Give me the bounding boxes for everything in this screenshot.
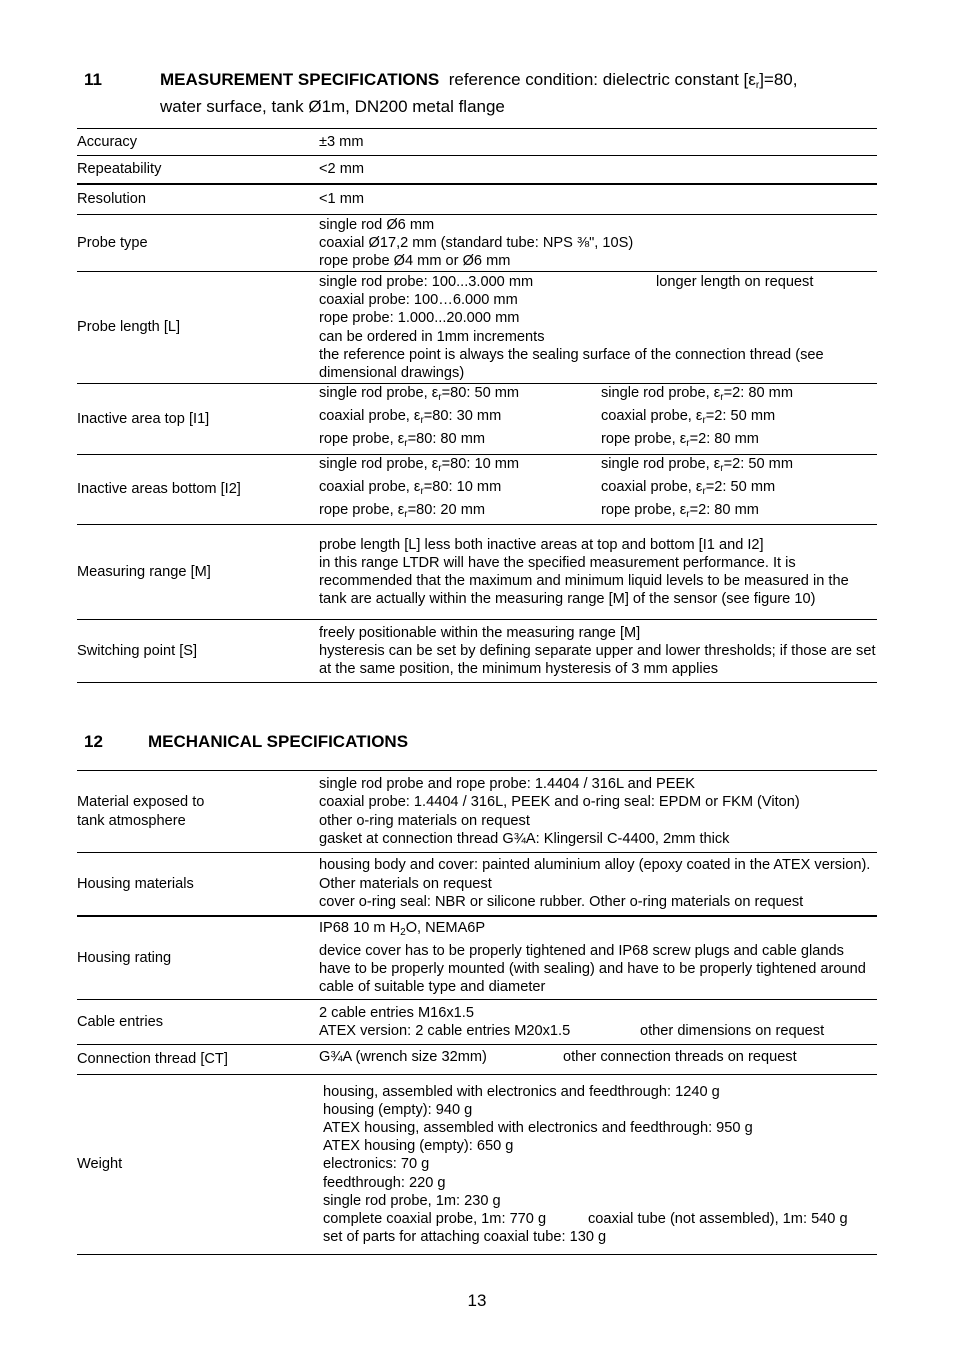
row-value: single rod probe, $\varepsilon_r=80$: 10 mm single rod probe, $\varepsilon_r=2$: 50 mm coaxial probe, $\varepsilon_r=80$: 10 mm coaxial probe, $\varepsilon_r=2$: 50 mm rope probe, $\varepsilon_r=80$: 20 mm rope probe, $\varepsilon_r=2$: 80 mm (319, 455, 793, 521)
row-probe-type (77, 215, 877, 272)
mechanical-spec-table (77, 770, 877, 1255)
row-label: Housing materials (77, 875, 194, 892)
section-11-heading (84, 69, 884, 117)
row-label: Weight (77, 1156, 123, 1173)
row-value: single rod probe, $\varepsilon_r=80$: 50 mm single rod probe, $\varepsilon_r=2$: 80 mm coaxial probe, $\varepsilon_r=80$: 30 mm coaxial probe, $\varepsilon_r=2$: 50 mm rope probe, $\varepsilon_r=80$: 80 mm rope probe, $\varepsilon_r=2$: 80 mm (319, 385, 793, 450)
row-label: Switching point [S] (77, 643, 198, 660)
row-cable-entries (77, 1000, 877, 1045)
section-subtitle: reference condition: dielectric constant $[\varepsilon_r]=80$, (448, 70, 798, 91)
measurement-spec-table (77, 128, 877, 683)
row-repeatability (77, 156, 877, 184)
row-value: housing, assembled with electronics and feedthrough: 1240 g housing (empty): 940 g ATEX housing, assembled with electronics and feedthrough: 950 g ATEX housing (empty): 650 g electronics: 70 g feedthrough: 220 g single rod probe, 1m: 230 g complete coaxial probe, 1m: 770 g coaxial tube (not assembled), 1m: 540 g set of parts for attaching coaxial tube: 130 g (323, 1083, 848, 1246)
row-label: Inactive area top [I1] (77, 410, 210, 427)
row-label: Accuracy (77, 133, 138, 150)
row-label: Measuring range [M] (77, 564, 211, 581)
row-value: single rod probe: 100...3.000 mm longer length on request coaxial probe: 100…6.000 mm rope probe: 1.000...20.000 mm can be ordered in 1mm increments the reference point is always the sealing surface of the connection thread (see dimensional drawings) (319, 273, 824, 381)
row-label: Connection thread [CT] (77, 1051, 228, 1068)
row-value: single rod Ø6 mm coaxial Ø17,2 mm (standard tube: NPS ⅜", 10S) rope probe Ø4 mm or Ø6 mm (319, 216, 634, 270)
row-accuracy (77, 129, 877, 156)
row-label: Housing rating (77, 949, 172, 966)
row-label: Repeatability (77, 161, 162, 178)
row-weight (77, 1075, 877, 1255)
row-value: freely positionable within the measuring range [M] hysteresis can be set by defining separate upper and lower thresholds; if those are set at the same position, the minimum hysteresis of 3 mm applies (319, 624, 876, 678)
row-inactive-top (77, 384, 877, 455)
row-probe-length (77, 272, 877, 384)
row-value: G¾A (wrench size 32mm) other connection threads on request (319, 1049, 797, 1066)
row-value: ±3 mm (319, 133, 364, 150)
row-resolution (77, 184, 877, 215)
row-value: single rod probe and rope probe: 1.4404 / 316L and PEEK coaxial probe: 1.4404 / 316L, PEEK and o-ring seal: EPDM or FKM (Viton) other o-ring materials on request gasket at connection thread G¾A: Klingersil C-4400, 2mm thick (319, 776, 800, 847)
row-value: 2 cable entries M16x1.5 ATEX version: 2 cable entries M20x1.5 other dimensions on request (319, 1004, 825, 1039)
row-connection-thread (77, 1045, 877, 1075)
row-label: Resolution (77, 191, 146, 208)
section-subtitle-line2: water surface, tank Ø1m, DN200 metal flange (160, 97, 505, 116)
row-label: Cable entries (77, 1013, 163, 1030)
row-value: housing body and cover: painted aluminium alloy (epoxy coated in the ATEX version). Other materials on request cover o-ring seal: NBR or silicone rubber. Other o-ring materials on request (319, 857, 871, 910)
row-value: <2 mm (319, 161, 365, 178)
row-value: IP68 10 m $H_2O$, NEMA6P device cover has to be properly tightened and IP68 screw plugs and cable glands have to be properly mounted (with sealing) and have to be properly tightened around cable of suitable type and diameter (319, 919, 866, 996)
row-switching-point (77, 620, 877, 683)
row-label: Probe length [L] (77, 319, 181, 336)
row-value: probe length [L] less both inactive areas at top and bottom [I1 and I2] in this range LTDR will have the specified measurement performance. It is recommended that the maximum and minimum liquid levels to be measured in the tank are actually within the measuring range [M] of the sensor (see figure 10) (319, 536, 849, 608)
row-housing-materials (77, 853, 877, 916)
row-value: <1 mm (319, 191, 365, 208)
row-label: Probe type (77, 234, 148, 251)
section-number: 12 (84, 732, 103, 751)
row-inactive-bottom (77, 454, 877, 525)
section-number: 11 (84, 70, 102, 89)
row-measuring-range (77, 525, 877, 620)
row-label: Material exposed to tank atmosphere (77, 794, 205, 829)
row-housing-rating (77, 916, 877, 1000)
row-label: Inactive areas bottom [I2] (77, 481, 241, 498)
section-12-heading (84, 731, 408, 752)
row-material (77, 771, 877, 853)
section-title: MEASUREMENT SPECIFICATIONS (160, 70, 440, 89)
section-title: MECHANICAL SPECIFICATIONS (148, 732, 409, 751)
page-number: 13 (467, 1291, 487, 1310)
